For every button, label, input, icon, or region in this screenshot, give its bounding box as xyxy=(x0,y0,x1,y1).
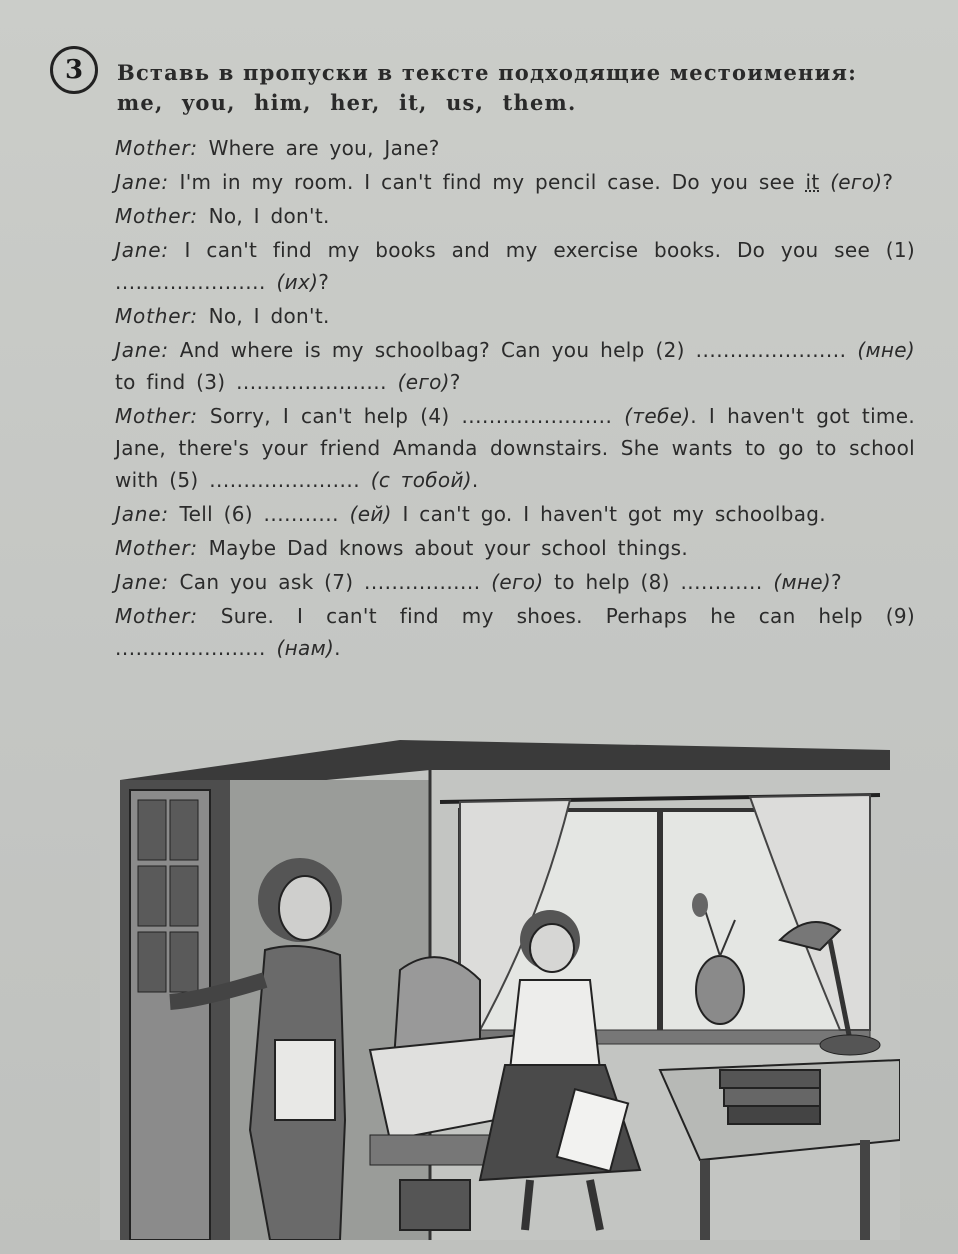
line-end: ? xyxy=(882,170,894,194)
schoolbag xyxy=(400,1180,470,1230)
speaker: Mother: xyxy=(115,404,198,428)
russian-hint: (их) xyxy=(276,270,319,294)
dialogue-line xyxy=(115,566,915,598)
line-text: Sorry, I can't help (4) xyxy=(209,404,450,428)
instruction-text: Вставь в пропуски в тексте подходящие местоимения: xyxy=(117,60,858,85)
answer-gap-5[interactable]: ...................... xyxy=(209,468,361,492)
line-end: . xyxy=(334,636,341,660)
speaker: Mother: xyxy=(115,304,198,328)
russian-hint: (нам) xyxy=(276,636,335,660)
answer-gap-9[interactable]: ...................... xyxy=(115,636,266,660)
line-end: . xyxy=(471,468,479,492)
line-text: And where is my schoolbag? Can you help (2) xyxy=(179,338,685,362)
dialogue-line xyxy=(115,234,915,298)
speaker: Mother: xyxy=(115,536,198,560)
speaker: Jane: xyxy=(115,238,169,262)
dialogue-line xyxy=(115,132,915,164)
line-end: ? xyxy=(318,270,330,294)
pronoun-list: me, you, him, her, it, us, them. xyxy=(117,90,577,115)
line-text: Can you ask (7) xyxy=(179,570,354,594)
speaker: Jane: xyxy=(115,570,169,594)
dialogue-line xyxy=(115,300,915,332)
answer-gap-1[interactable]: ...................... xyxy=(115,270,266,294)
russian-hint: (с тобой) xyxy=(370,468,472,492)
russian-hint: (мне) xyxy=(773,570,831,594)
answer-gap-8[interactable]: ............ xyxy=(680,570,763,594)
room-illustration xyxy=(100,740,900,1240)
speaker: Mother: xyxy=(115,204,198,228)
russian-hint: (его) xyxy=(397,370,450,394)
dialogue-line xyxy=(115,200,915,232)
dialogue-line xyxy=(115,600,915,664)
russian-hint: (тебе) xyxy=(624,404,691,428)
dialogue-line xyxy=(115,400,915,496)
line-text: No, I don't. xyxy=(208,204,330,228)
line-text: Sure. I can't find my shoes. Perhaps he can help (9) xyxy=(220,604,915,628)
answer-gap-2[interactable]: ...................... xyxy=(695,338,847,362)
russian-hint: (его) xyxy=(830,170,883,194)
speaker: Jane: xyxy=(115,338,169,362)
speaker: Jane: xyxy=(115,502,169,526)
answer-gap-3[interactable]: ...................... xyxy=(236,370,387,394)
line-text-continued: . I haven't got time. Jane, there's your friend Amanda downstairs. She wants to go to school with (5) xyxy=(115,404,915,492)
dialogue-line xyxy=(115,498,915,530)
russian-hint: (его) xyxy=(491,570,544,594)
speaker: Jane: xyxy=(115,170,169,194)
speaker: Mother: xyxy=(115,136,198,160)
line-end: ? xyxy=(449,370,461,394)
line-text: I'm in my room. I can't find my pencil case. Do you see xyxy=(179,170,795,194)
line-text: Maybe Dad knows about your school things. xyxy=(208,536,688,560)
line-text-continued: to help (8) xyxy=(554,570,670,594)
example-answer: it xyxy=(805,170,820,194)
dialogue-line xyxy=(115,166,915,198)
answer-gap-7[interactable]: ................. xyxy=(364,570,481,594)
book-stack xyxy=(720,1070,820,1124)
dialogue-line xyxy=(115,334,915,398)
line-text: I can't find my books and my exercise books. Do you see (1) xyxy=(184,238,915,262)
answer-gap-6[interactable]: ........... xyxy=(263,502,339,526)
dialogue-line xyxy=(115,532,915,564)
speaker: Mother: xyxy=(115,604,198,628)
line-text: Tell (6) xyxy=(179,502,253,526)
russian-hint: (ей) xyxy=(349,502,392,526)
line-end: ? xyxy=(830,570,842,594)
line-text-continued: I can't go. I haven't got my schoolbag. xyxy=(402,502,826,526)
exercise-instruction xyxy=(117,58,907,118)
russian-hint: (мне) xyxy=(857,338,915,362)
exercise-number: 3 xyxy=(50,46,98,94)
line-text: Where are you, Jane? xyxy=(208,136,440,160)
answer-gap-4[interactable]: ...................... xyxy=(461,404,613,428)
line-text: No, I don't. xyxy=(208,304,330,328)
line-text-continued: to find (3) xyxy=(115,370,226,394)
dialogue xyxy=(115,132,915,666)
